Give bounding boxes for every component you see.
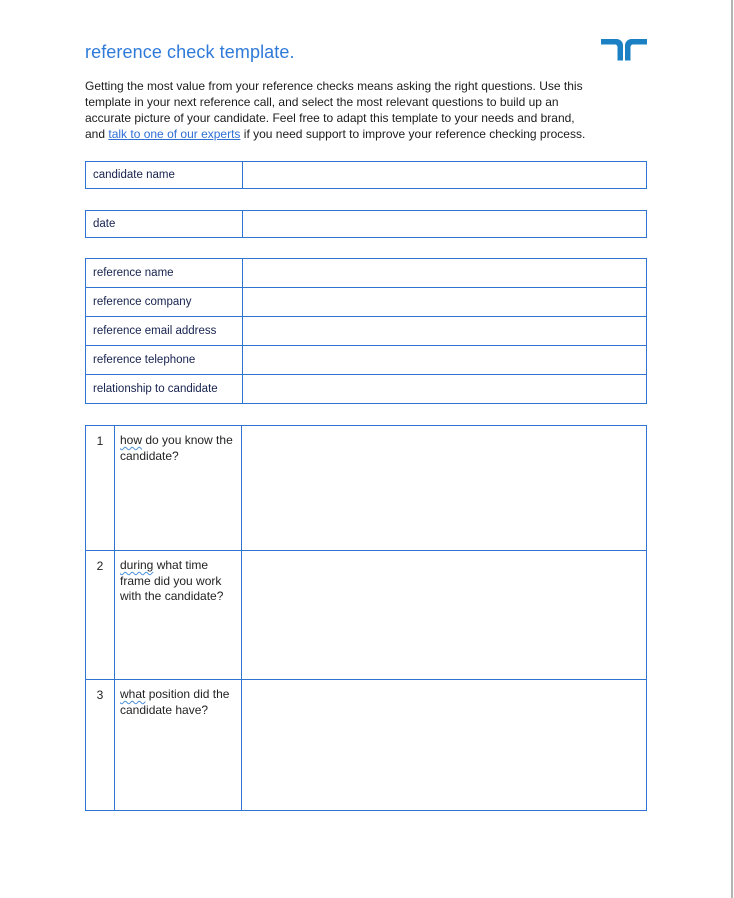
question-text — [115, 680, 242, 810]
reference-email-value-cell[interactable] — [243, 317, 646, 345]
question-number: 2 — [86, 551, 115, 679]
intro-line — [85, 126, 647, 142]
intro-line: accurate picture of your candidate. Feel free to adapt this template to your needs and brand, — [85, 111, 575, 125]
candidate-name-table — [85, 161, 647, 189]
answer-cell-1[interactable] — [242, 426, 646, 550]
reference-name-value-cell[interactable] — [243, 259, 646, 287]
spellcheck-word: during — [120, 558, 154, 572]
candidate-name-value-cell[interactable] — [243, 162, 646, 188]
table-row — [86, 287, 646, 316]
intro-line4-suffix: if you need support to improve your reference checking process. — [240, 127, 586, 141]
reference-telephone-value-cell[interactable] — [243, 346, 646, 374]
page-title: reference check template. — [85, 42, 295, 62]
answer-cell-2[interactable] — [242, 551, 646, 679]
question-row-2 — [86, 550, 646, 679]
table-row — [86, 316, 646, 345]
table-row — [86, 374, 646, 403]
question-number: 3 — [86, 680, 115, 810]
date-label: date — [86, 211, 243, 237]
question-text — [115, 426, 242, 550]
answer-cell-3[interactable] — [242, 680, 646, 810]
question-row-1 — [86, 426, 646, 550]
question-text-rest: do you know the candidate? — [120, 433, 233, 463]
reference-company-value-cell[interactable] — [243, 288, 646, 316]
question-text-rest: position did the candidate have? — [120, 687, 230, 717]
question-text — [115, 551, 242, 679]
document-header — [85, 41, 647, 63]
date-value-cell[interactable] — [243, 211, 646, 237]
spellcheck-word: what — [120, 687, 146, 701]
question-row-3 — [86, 679, 646, 810]
relationship-value-cell[interactable] — [243, 375, 646, 403]
table-row — [86, 259, 646, 287]
reference-name-label: reference name — [86, 259, 243, 287]
date-table — [85, 210, 647, 238]
table-row — [86, 345, 646, 374]
table-row — [86, 162, 646, 188]
intro-line: Getting the most value from your reference checks means asking the right questions. Use this — [85, 79, 583, 93]
candidate-name-label: candidate name — [86, 162, 243, 188]
experts-link[interactable]: talk to one of our experts — [108, 127, 241, 141]
intro-paragraph — [85, 78, 647, 142]
randstad-logo-icon — [601, 39, 647, 61]
page-right-edge — [731, 0, 733, 898]
spellcheck-word: how — [120, 433, 143, 447]
reference-email-label: reference email address — [86, 317, 243, 345]
intro-line: template in your next reference call, and select the most relevant questions to build up an — [85, 95, 559, 109]
reference-telephone-label: reference telephone — [86, 346, 243, 374]
intro-line4-prefix: and — [85, 127, 109, 141]
reference-company-label: reference company — [86, 288, 243, 316]
table-row — [86, 211, 646, 237]
questions-table — [85, 425, 647, 811]
page-content — [85, 0, 647, 811]
relationship-to-candidate-label: relationship to candidate — [86, 375, 243, 403]
question-number: 1 — [86, 426, 115, 550]
question-text-rest: what time frame did you work with the candidate? — [120, 558, 224, 603]
reference-details-table — [85, 258, 647, 404]
